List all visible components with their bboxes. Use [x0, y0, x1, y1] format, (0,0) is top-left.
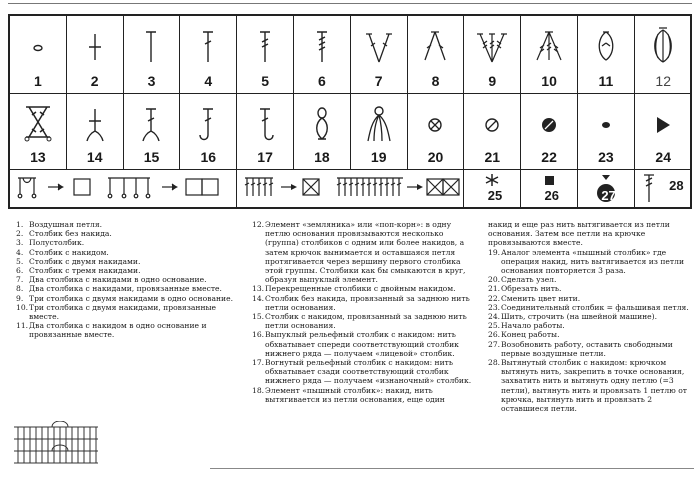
legend-item: 2. Столбик без накида. — [16, 229, 112, 239]
legend-continuation: накид и еще раз нить вытягивается из петли основания. Затем все петли на крючке провязываются вместе. — [488, 220, 670, 248]
double-crochet-icon — [198, 24, 218, 66]
symbol-cell-22 — [521, 93, 578, 169]
legend-item: 19. Аналог элемента «пышный столбик» где операция накид, нить вытягивается из петли основания повторяется 3 раза. — [488, 247, 684, 276]
legend-item: 25. Начало работы. — [488, 321, 565, 331]
symbol-number: 5 — [261, 73, 269, 89]
symbol-cell-20 — [408, 93, 465, 169]
three-tr-same-base-icon — [475, 24, 509, 66]
half-double-icon — [141, 24, 161, 66]
symbol-number: 19 — [370, 149, 387, 165]
symbol-number: 7 — [374, 73, 383, 89]
symbol-number: 24 — [655, 149, 671, 165]
legend-item: 17. Вогнутый рельефный столбик с накидом: нить обхватывает сзади соответствующий столбик нижнего ряда — получаем «изнаночный» столбик. — [252, 358, 472, 386]
symbol-cell-10 — [521, 16, 578, 93]
symbol-number: 11 — [598, 73, 614, 89]
symbol-number: 23 — [598, 149, 614, 165]
symbol-row-3 — [10, 169, 690, 207]
symbol-cell-6 — [294, 16, 351, 93]
page-top-rule — [8, 3, 692, 4]
legend-item: 7. Два столбика с накидами в одно основание. — [16, 275, 207, 285]
slip-stitch-icon — [594, 101, 618, 145]
crochet-swatch-sample — [12, 421, 100, 465]
single-crochet-icon — [85, 24, 105, 66]
combo-cell-chain-squares — [10, 169, 237, 207]
back-post-dc-icon — [252, 101, 278, 145]
legend-item: 5. Столбик с двумя накидами. — [16, 256, 141, 266]
stitches-to-crossed-squares-icon — [241, 172, 461, 202]
legend-item: 12. Элемент «земляника» или «поп-корн»: в одну петлю основания провязываются несколько (группа) столбиков с одним или более накидов, а затем крючок вынимается и оставшаяся петля протягивается через вершину первого столбика этой группы. Столбики как бы смыкаются в круг, образуя выпуклый элемент. — [252, 220, 466, 285]
symbol-cell-8 — [408, 16, 465, 93]
symbol-cell-16 — [180, 93, 237, 169]
symbol-table — [8, 14, 692, 209]
legend-item: 10. Три столбика с двумя накидами, провязанные вместе. — [16, 302, 217, 322]
symbol-number: 22 — [541, 149, 557, 165]
symbol-cell-2 — [67, 16, 124, 93]
legend-item: 11. Два столбика с накидом в одно основание и провязанные вместе. — [16, 321, 207, 340]
chain-to-squares-icon — [14, 172, 234, 202]
legend-item: 14. Столбик без накида, провязанный за заднюю нить петли основания. — [252, 293, 470, 312]
symbol-cell-18 — [294, 93, 351, 169]
symbol-number: 13 — [30, 149, 46, 165]
symbol-number: 25 — [487, 188, 503, 203]
legend-item: 21. Обрезать нить. — [488, 284, 562, 294]
dc-back-loop-icon — [138, 101, 164, 145]
two-dc-base-and-together-icon — [593, 24, 619, 66]
treble-crochet-icon — [255, 24, 275, 66]
two-dc-same-base-icon — [364, 24, 394, 66]
symbol-number: 16 — [200, 149, 217, 165]
symbol-cell-25 — [464, 169, 521, 207]
symbol-number: 27 — [601, 188, 616, 203]
front-post-dc-icon — [195, 101, 221, 145]
symbol-cell-23 — [578, 93, 635, 169]
symbol-number: 3 — [147, 73, 156, 89]
legend-item: 9. Три столбика с двумя накидами в одно основание. — [16, 293, 234, 303]
legend-item: 18. Элемент «пышный столбик»: накид, нить вытягивается из петли основания, еще один — [252, 385, 445, 404]
legend-item: 6. Столбик с тремя накидами. — [16, 266, 141, 276]
symbol-row-2 — [10, 93, 690, 170]
double-treble-icon — [312, 24, 332, 66]
symbol-number: 12 — [655, 73, 671, 89]
legend-column-2 — [252, 220, 477, 404]
symbol-cell-4 — [180, 16, 237, 93]
symbol-cell-27 — [578, 169, 635, 207]
symbol-cell-13 — [10, 93, 67, 169]
elongated-dc-icon — [641, 172, 657, 204]
symbol-cell-5 — [237, 16, 294, 93]
popcorn-icon — [650, 24, 676, 66]
symbol-number: 17 — [257, 149, 273, 165]
symbol-number: 21 — [484, 149, 501, 165]
symbol-number: 2 — [90, 73, 99, 89]
three-tr-together-icon — [532, 24, 566, 66]
symbol-number: 6 — [318, 73, 326, 89]
legend-item: 13. Перекрещенные столбики с двойным накидом. — [252, 284, 456, 294]
legend-item: 3. Полустолбик. — [16, 238, 85, 248]
legend-item: 27. Возобновить работу, оставить свободными первые воздушные петли. — [488, 339, 673, 358]
legend-column-3 — [488, 220, 693, 413]
symbol-number: 15 — [143, 149, 160, 165]
sew-arrow-icon — [651, 101, 675, 145]
symbol-cell-21 — [464, 93, 521, 169]
symbol-number: 28 — [669, 178, 684, 193]
symbol-number: 14 — [86, 149, 103, 165]
legend-item: 8. Два столбика с накидами, провязанные вместе. — [16, 284, 222, 294]
symbol-cell-28 — [635, 169, 692, 207]
symbol-cell-3 — [124, 16, 181, 93]
symbol-cell-17 — [237, 93, 294, 169]
symbol-cell-24 — [635, 93, 692, 169]
legend-item: 23. Соединительный столбик = фальшивая петля. — [488, 302, 689, 312]
symbol-cell-19 — [351, 93, 408, 169]
symbol-cell-26 — [521, 169, 578, 207]
symbol-number: 4 — [204, 73, 213, 89]
symbol-cell-11 — [578, 16, 635, 93]
symbol-number: 20 — [427, 149, 444, 165]
legend-item: 15. Столбик с накидом, провязанный за заднюю нить петли основания. — [252, 312, 467, 331]
symbol-cell-9 — [464, 16, 521, 93]
symbol-cell-14 — [67, 93, 124, 169]
legend-item: 24. Шить, строчить (на швейной машине). — [488, 312, 658, 322]
legend-item: 1. Воздушная петля. — [16, 220, 103, 229]
symbol-number: 9 — [488, 73, 497, 89]
crossed-stitches-icon — [21, 101, 55, 145]
legend-item: 26. Конец работы. — [488, 330, 560, 340]
legend-item: 22. Сменить цвет нити. — [488, 293, 581, 303]
cut-yarn-icon — [480, 101, 504, 145]
knot-icon — [423, 101, 447, 145]
symbol-number: 10 — [541, 73, 557, 89]
puff-stitch-icon — [309, 101, 335, 145]
symbol-cell-1 — [10, 16, 67, 93]
symbol-number: 8 — [431, 73, 440, 89]
symbol-cell-7 — [351, 16, 408, 93]
chain-stitch-icon — [28, 24, 48, 64]
two-dc-together-icon — [420, 24, 450, 66]
change-color-icon — [537, 101, 561, 145]
legend-item: 4. Столбик с накидом. — [16, 247, 109, 257]
symbol-number: 26 — [544, 188, 559, 203]
sc-back-loop-icon — [82, 101, 108, 145]
legend-item: 20. Сделать узел. — [488, 275, 557, 285]
symbol-cell-12 — [635, 16, 692, 93]
symbol-number: 18 — [314, 149, 330, 165]
symbol-row-1 — [10, 16, 690, 94]
symbol-number: 1 — [34, 73, 42, 89]
legend-item: 16. Выпуклый рельефный столбик с накидом: нить обхватывает спереди соответствующий столбик нижнего ряда — получаем «лицевой» столбик. — [252, 330, 459, 358]
legend-column-1 — [16, 220, 244, 340]
puff-3x-icon — [364, 101, 394, 145]
legend-item: 28. Вытянутый столбик с накидом: крючком вытянуть нить, закрепить в точке основания, захватить нить и вытянуть одну петлю (=3 петли), вытянуть нить и провязать 1 петлю от крючка, вытянуть нить и провязать 2 оставшиеся петли. — [488, 358, 687, 414]
combo-cell-stitches-crossed — [237, 169, 464, 207]
bottom-rule — [210, 468, 694, 469]
symbol-cell-15 — [124, 93, 181, 169]
